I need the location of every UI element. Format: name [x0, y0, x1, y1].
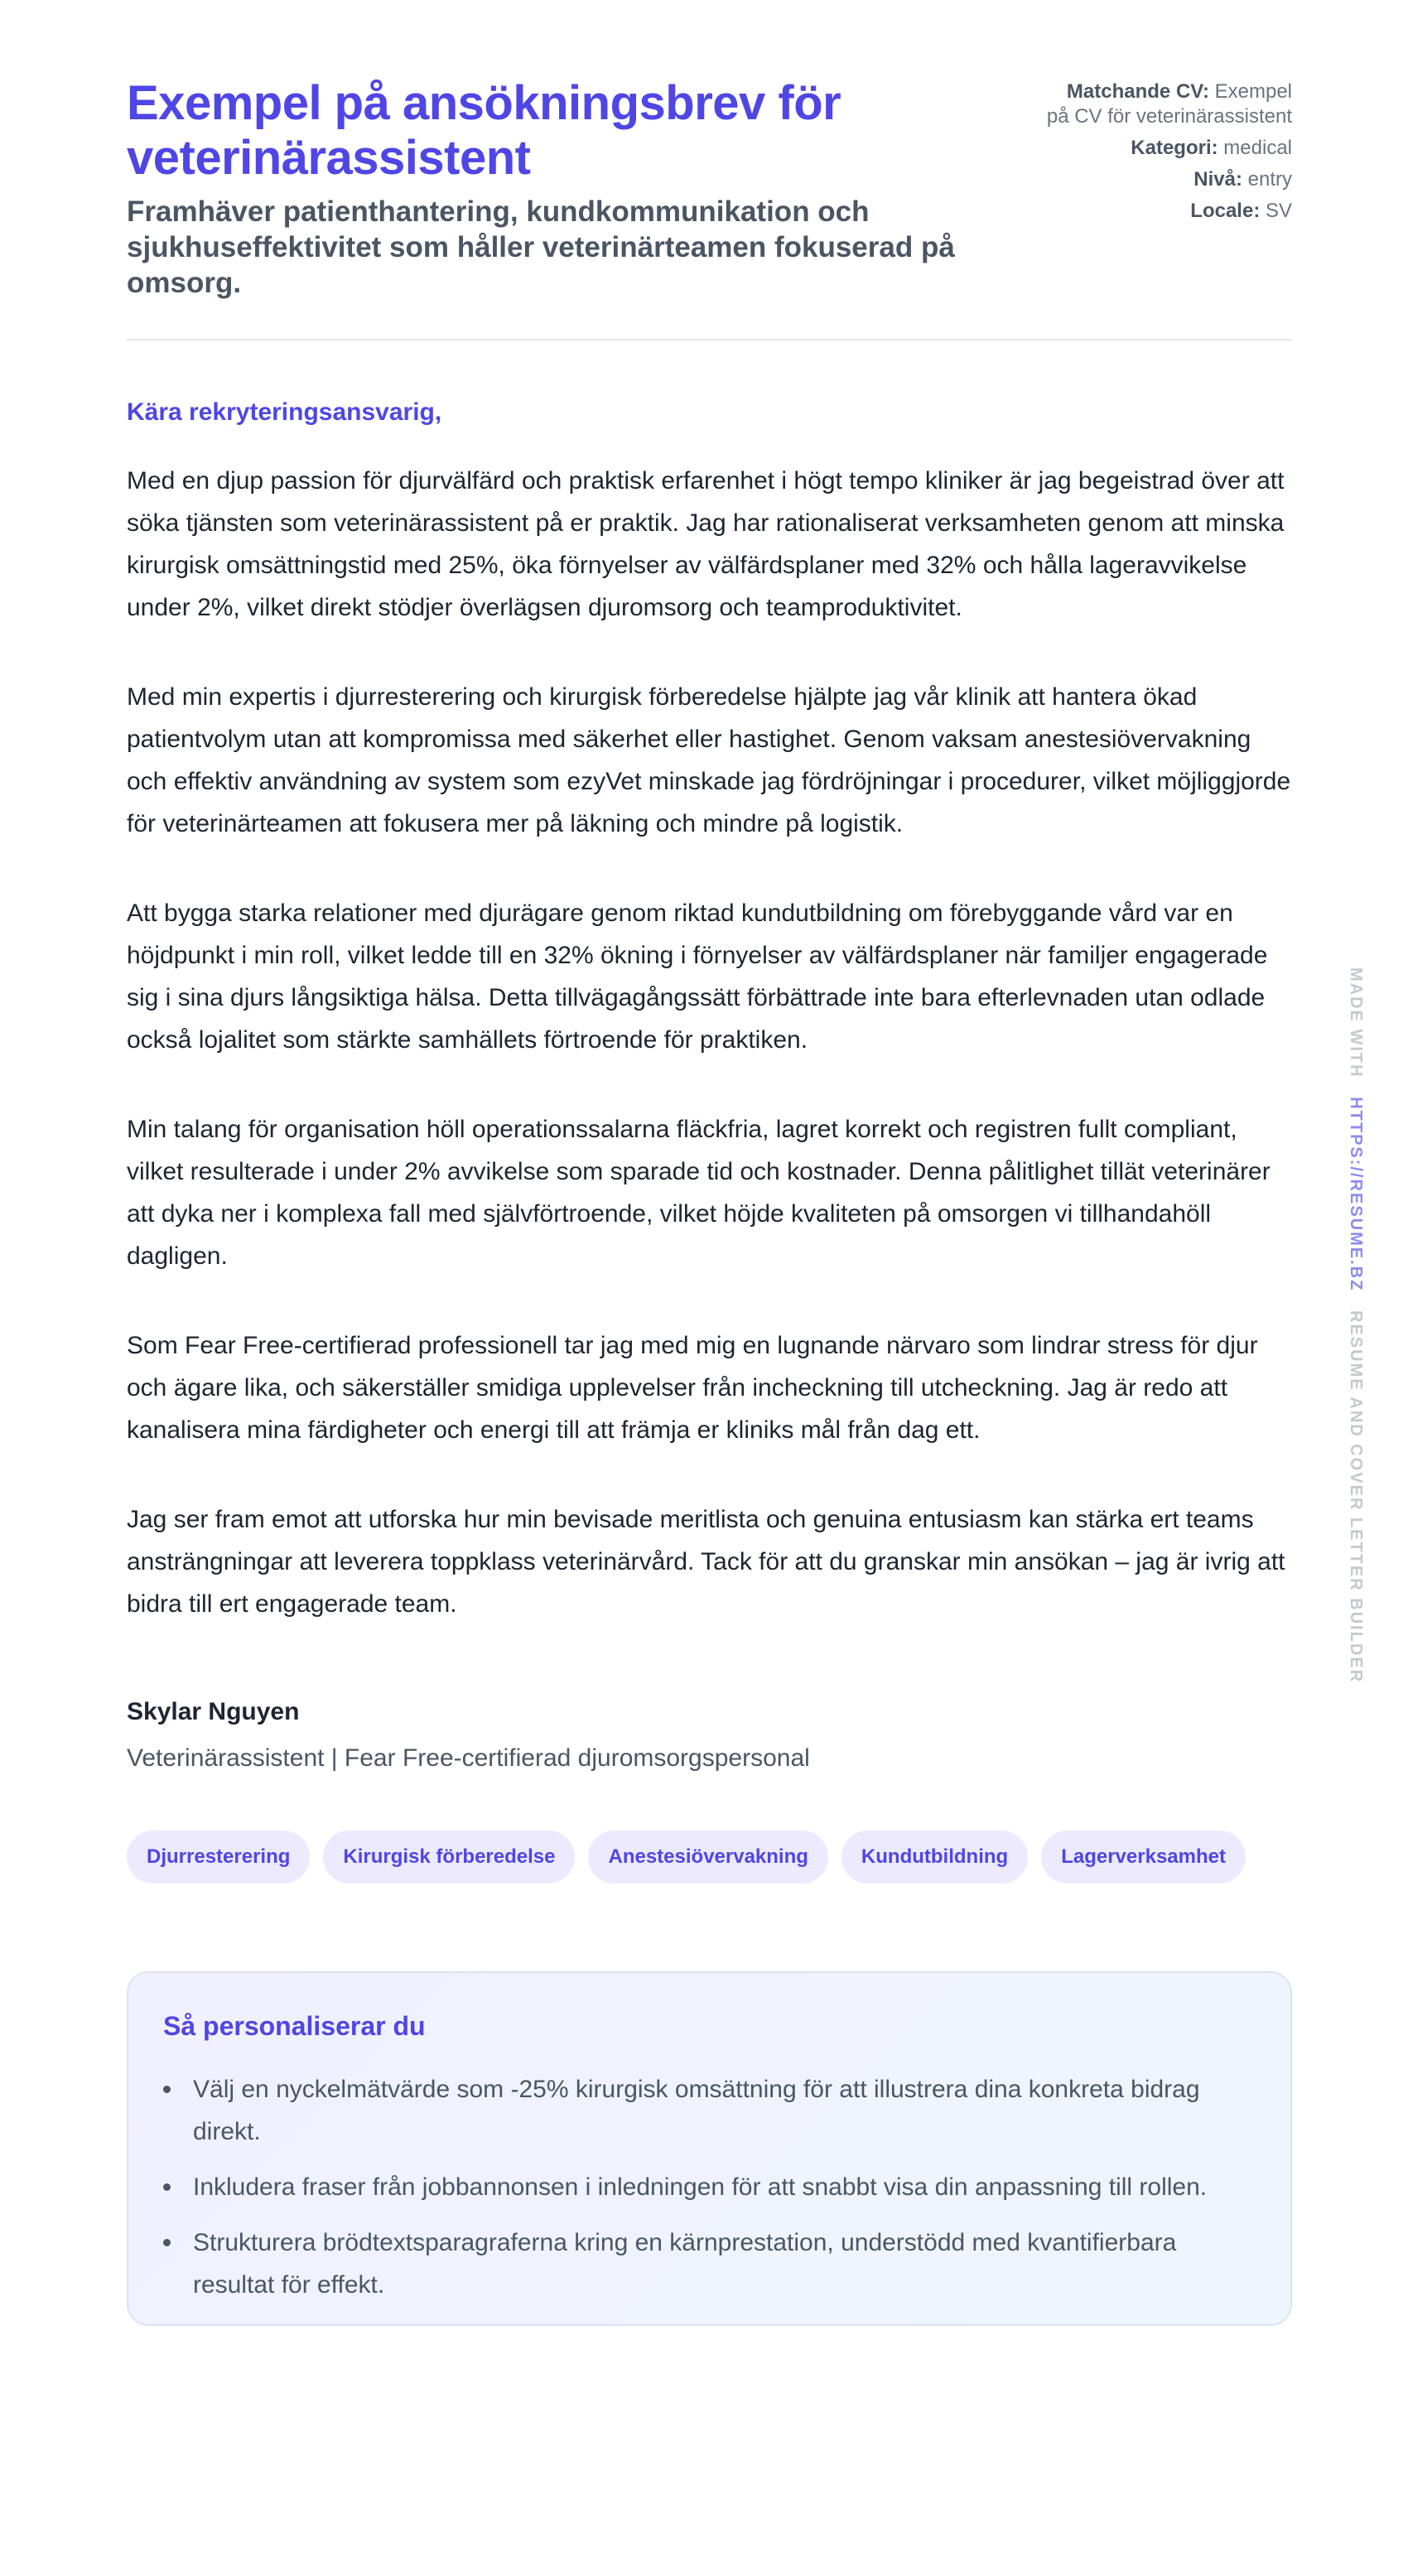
skill-tag: Lagerverksamhet	[1041, 1831, 1246, 1884]
credit-suffix: RESUME AND COVER LETTER BUILDER	[1347, 1310, 1365, 1684]
skill-tag: Kundutbildning	[841, 1831, 1028, 1884]
header-titles	[127, 76, 1021, 301]
letter-paragraph: Att bygga starka relationer med djurägare genom riktad kundutbildning om förebyggande vård var en höjdpunkt i min roll, vilket ledde till en 32% ökning i förnyelser av välfärdsplaner när familjer engagerade sig i sina djurs långsiktiga hälsa. Detta tillvägagångssätt förbättrade inte bara efterlevnaden utan odlade också lojalitet som stärkte samhällets förtroende för praktiken.	[127, 900, 1268, 1054]
side-credit	[1343, 967, 1365, 1684]
letter-paragraph: Med en djup passion för djurvälfärd och praktisk erfarenhet i högt tempo kliniker är jag begeistrad över att söka tjänsten som veterinärassistent på er praktik. Jag har rationaliserat verksamheten genom att minska kirurgisk omsättningstid med 25%, öka förnyelser av välfärdsplaner med 32% och hålla lageravvikelse under 2%, vilket direkt stödjer överlägsen djuromsorg och teamproduktivitet.	[127, 467, 1285, 621]
credit-prefix: MADE WITH	[1347, 967, 1365, 1078]
tip-item: Inkludera fraser från jobbannonsen i inledningen för att snabbt visa din anpassning till rollen.	[163, 2166, 1257, 2208]
skill-tag: Anestesiövervakning	[588, 1831, 827, 1884]
cover-letter-page	[127, 76, 1292, 2326]
skill-tag: Djurresterering	[127, 1831, 310, 1884]
meta-value: medical	[1223, 137, 1292, 159]
meta-key: Nivå:	[1193, 168, 1242, 191]
tips-title: Så personaliserar du	[163, 2011, 426, 2041]
signature-name: Skylar Nguyen	[127, 1698, 300, 1725]
meta-value[interactable]: Exempel på CV för veterinärassistent	[1046, 80, 1292, 128]
header-divider	[127, 339, 1292, 340]
meta-matching-cv	[1044, 80, 1292, 129]
letter-paragraph: Min talang för organisation höll operationssalarna fläckfria, lagret korrekt och registren fullt compliant, vilket resulterade i under 2% avvikelse som sparade tid och kostnader. Denna pålitlighet tillät veterinärer att dyka ner i komplexa fall med självförtroende, vilket höjde kvaliteten på omsorgen vi tillhandahöll dagligen.	[127, 1116, 1271, 1270]
tip-item: Strukturera brödtextsparagraferna kring en kärnprestation, understödd med kvantifierbara resultat för effekt.	[163, 2221, 1257, 2306]
letter-header	[127, 76, 1292, 301]
meta-category	[1044, 136, 1292, 161]
meta-key: Kategori:	[1131, 137, 1218, 159]
meta-value: SV	[1265, 200, 1292, 222]
meta-value: entry	[1247, 168, 1292, 191]
meta-info	[1044, 76, 1292, 230]
tips-list	[163, 2068, 1257, 2306]
page-title: Exempel på ansökningsbrev för veterinärassistent	[127, 76, 841, 185]
credit-link[interactable]: HTTPS://RESUME.BZ	[1347, 1097, 1365, 1292]
meta-level	[1044, 167, 1292, 192]
signature-block	[127, 1698, 1292, 1773]
signature-role: Veterinärassistent | Fear Free-certifierad djuromsorgspersonal	[127, 1744, 810, 1772]
side-credit-text	[1346, 967, 1365, 1684]
skill-tags	[127, 1831, 1292, 1884]
personalization-tips	[127, 1971, 1292, 2326]
letter-body	[127, 460, 1292, 1625]
letter-greeting: Kära rekryteringsansvarig,	[127, 398, 442, 426]
page-subtitle: Framhäver patienthantering, kundkommunikation och sjukhuseffektivitet som håller veterinärteamen fokuserad på omsorg.	[127, 195, 955, 299]
letter-paragraph: Som Fear Free-certifierad professionell tar jag med mig en lugnande närvaro som lindrar stress för djur och ägare lika, och säkerställer smidiga upplevelser från incheckning till utcheckning. Jag är redo att kanalisera mina färdigheter och energi till att främja er kliniks mål från dag ett.	[127, 1332, 1258, 1444]
letter-paragraph: Jag ser fram emot att utforska hur min bevisade meritlista och genuina entusiasm kan stärka ert teams ansträngningar att leverera toppklass veterinärvård. Tack för att du granskar min ansökan – jag är ivrig att bidra till ert engagerade team.	[127, 1506, 1285, 1618]
tip-item: Välj en nyckelmätvärde som -25% kirurgisk omsättning för att illustrera dina konkreta bidrag direkt.	[163, 2068, 1257, 2153]
meta-locale	[1044, 199, 1292, 224]
letter-paragraph: Med min expertis i djurresterering och kirurgisk förberedelse hjälpte jag vår klinik att hantera ökad patientvolym utan att kompromissa med säkerhet eller hastighet. Genom vaksam anestesiövervakning och effektiv användning av system som ezyVet minskade jag fördröjningar i procedurer, vilket möjliggjorde för veterinärteamen att fokusera mer på läkning och mindre på logistik.	[127, 683, 1291, 837]
meta-key: Locale:	[1190, 200, 1261, 222]
meta-key: Matchande CV:	[1066, 80, 1209, 103]
skill-tag: Kirurgisk förberedelse	[323, 1831, 575, 1884]
